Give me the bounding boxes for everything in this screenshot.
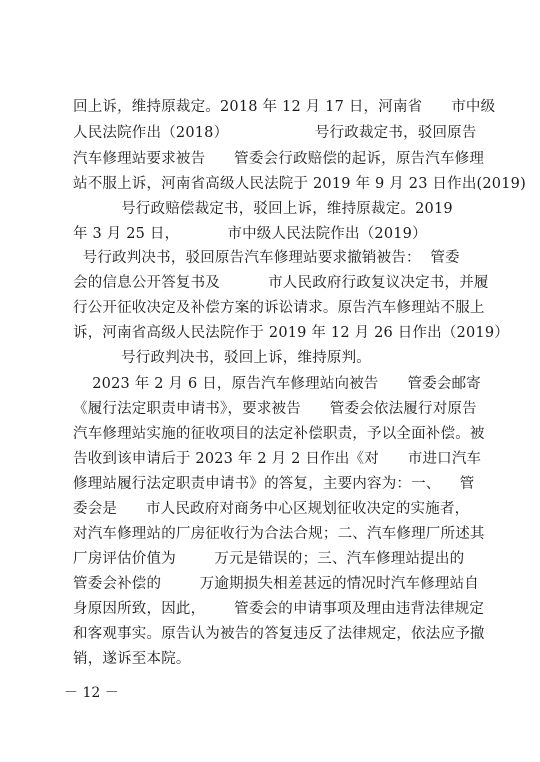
body-line: 行公开征收决定及补偿方案的诉讼请求。原告汽车修理站不服上 <box>73 300 485 316</box>
body-line: 号行政赔偿裁定书，驳回上诉，维持原裁定。2019 <box>73 201 453 217</box>
body-line: 汽车修理站要求被告 管委会行政赔偿的起诉，原告汽车修理 <box>73 151 485 167</box>
body-line: 年 3 月 25 日， 市中级人民法院作出（2019） <box>73 226 427 242</box>
body-line: 汽车修理站实施的征收项目的法定补偿职责，予以全面补偿。被 <box>73 426 485 442</box>
body-line: 厂房评估价值为 万元是错误的；三、汽车修理站提出的 <box>73 551 465 567</box>
body-line: 管委会补偿的 万逾期损失相差甚远的情况时汽车修理站自 <box>73 576 479 592</box>
body-line: 对汽车修理站的厂房征收行为合法合规；二、汽车修理厂所述其 <box>73 526 485 542</box>
body-line: 2023 年 2 月 6 日，原告汽车修理站向被告 管委会邮寄 <box>73 376 481 392</box>
body-line: 《履行法定职责申请书》，要求被告 管委会依法履行对原告 <box>73 401 477 417</box>
body-line: 诉，河南省高级人民法院作于 2019 年 12 月 26 日作出（2019） <box>73 325 509 341</box>
body-line: 站不服上诉，河南省高级人民法院于 2019 年 9 月 23 日作出(2019) <box>73 176 526 192</box>
body-line: 号行政判决书，驳回原告汽车修理站要求撤销被告： 管委 <box>73 250 460 266</box>
body-line: 和客观事实。原告认为被告的答复违反了法律规定，依法应予撤 <box>73 626 485 642</box>
body-line: 号行政判决书，驳回上诉，维持原判。 <box>73 350 371 366</box>
body-line: 销，遂诉至本院。 <box>73 651 191 667</box>
body-line: 修理站履行法定职责申请书》的答复，主要内容为：一、 管 <box>73 476 475 492</box>
body-line: 委会是 市人民政府对商务中心区规划征收决定的实施者， <box>73 501 470 517</box>
body-line: 会的信息公开答复书及 市人民政府行政复议决定书，并履 <box>73 275 489 291</box>
body-line: 人民法院作出（2018） 号行政裁定书，驳回原告 <box>73 125 477 141</box>
body-line: 身原因所致，因此， 管委会的申请事项及理由违背法律规定 <box>73 601 485 617</box>
body-line: 回上诉，维持原裁定。2018 年 12 月 17 日，河南省 市中级 <box>73 99 496 115</box>
body-line: 告收到该申请后于 2023 年 2 月 2 日作出《对 市进口汽车 <box>73 451 482 467</box>
page-number: － 12 － <box>64 685 119 701</box>
